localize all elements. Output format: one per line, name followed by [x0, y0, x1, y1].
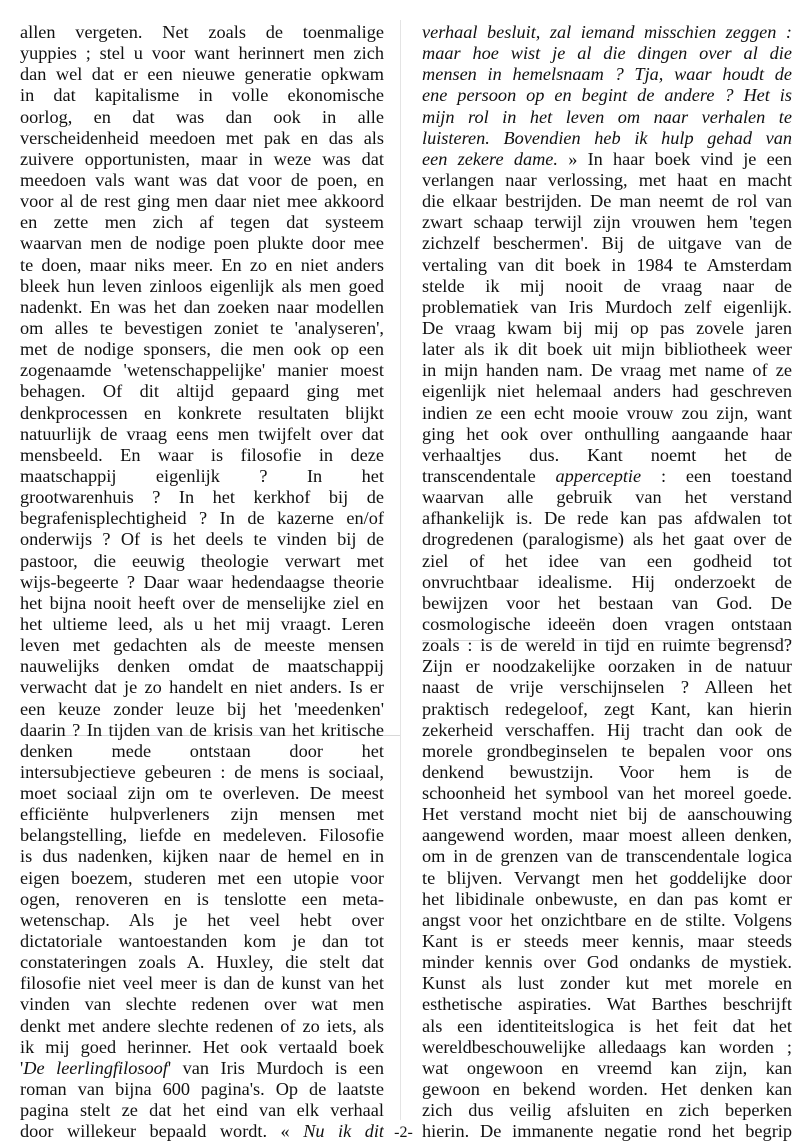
- left-column-line: dictatoriale wantoestanden kom je dan tot: [20, 931, 384, 952]
- left-column-line: vinden van slechte redenen over wat men: [20, 994, 384, 1015]
- right-column-line: ene persoon op en begint de andere ? Het is: [422, 85, 792, 106]
- right-text-column: [422, 22, 792, 1142]
- left-text-column: [20, 22, 384, 1142]
- left-column-line: leven met gedachten als de meeste mensen: [20, 635, 384, 656]
- left-column-line: te doen, maar niks meer. En zo en niet anders: [20, 254, 384, 275]
- left-column-line: roman van bijna 600 pagina's. Op de laatste: [20, 1079, 384, 1100]
- page-number: -2-: [394, 1124, 413, 1141]
- right-column-line: zoals : is de wereld in tijd en ruimte begrensd?: [422, 635, 792, 656]
- right-column-line: schoonheid het symbool van het moreel goede.: [422, 783, 792, 804]
- right-column-line: cosmologische ideeën doen vragen ontstaan: [422, 613, 792, 634]
- left-column-line: verwacht dat je zo handelt en niet anders. Is er: [20, 677, 384, 698]
- right-column-line: een zekere dame. » In haar boek vind je een: [422, 148, 792, 169]
- left-column-line: onderwijs ? Of is het deels te vinden bij de: [20, 529, 384, 550]
- right-column-line: praktisch redegeloof, zegt Kant, kan hierin: [422, 698, 792, 719]
- right-column-line: problematiek van Iris Murdoch zelf eigenlijk.: [422, 296, 792, 317]
- left-column-line: belangstelling, liefde en medeleven. Filosofie: [20, 825, 384, 846]
- left-column-line: nauwelijks denken omdat de maatschappij: [20, 656, 384, 677]
- right-column-line: verhaaltjes dus. Kant noemt het de: [422, 444, 792, 465]
- left-column-line: dan wel dat er een nieuwe generatie opkwam: [20, 64, 384, 85]
- right-column-line: naast de vrije verschijnselen ? Alleen het: [422, 677, 792, 698]
- right-column-line: in mijn handen nam. De vraag met name of ze: [422, 360, 792, 381]
- right-column-line: hierin. De immanente negatie rond het begrip: [422, 1121, 792, 1142]
- right-column-line: mijn rol in het leven om naar verhalen te: [422, 106, 792, 127]
- right-column-line: mensen in hemelsnaam ? Tja, waar houdt de: [422, 64, 792, 85]
- left-column-line: denken mede ontstaan door het: [20, 740, 384, 761]
- right-column-line: drogredenen (paralogisme) als het gaat over de: [422, 529, 792, 550]
- right-column-line: maar hoe wist je al die dingen over al die: [422, 43, 792, 64]
- right-column-line: zekerheid verschaffen. Hij tracht dan ook de: [422, 719, 792, 740]
- left-column-line: yuppies ; stel u voor want herinnert men zich: [20, 43, 384, 64]
- left-column-line: zuivere opportunisten, maar in weze was dat: [20, 148, 384, 169]
- left-column-line: pastoor, die eeuwig theologie verwart met: [20, 550, 384, 571]
- left-column-line: met de nodige sponsers, die men ook op een: [20, 339, 384, 360]
- left-column-line: bleek hun leven zinloos eigenlijk als men goed: [20, 275, 384, 296]
- left-column-line: efficiënte hulpverleners zijn mensen met: [20, 804, 384, 825]
- right-column-line: indien ze een echt mooie vrouw zou zijn, want: [422, 402, 792, 423]
- right-column-line: onvruchtbaar idealisme. Hij onderzoekt de: [422, 571, 792, 592]
- right-column-line: De vraag kwam bij mij op pas zovele jaren: [422, 317, 792, 338]
- left-column-line: grootwarenhuis ? In het kerkhof bij de: [20, 487, 384, 508]
- right-column-line: om in de grenzen van de transcendentale logica: [422, 846, 792, 867]
- right-column-line: wat ongewoon en vreemd kan zijn, kan: [422, 1057, 792, 1078]
- right-column-line: eigenlijk niet helemaal anders had geschreven: [422, 381, 792, 402]
- left-column-line: meedoen vals want was dat voor de poen, en: [20, 169, 384, 190]
- left-column-line: maatschappij eigenlijk ? In het: [20, 465, 384, 486]
- right-column-line: verlangen naar verlossing, met haat en macht: [422, 169, 792, 190]
- left-column-line: pagina stelt ze dat het eind van elk verhaal: [20, 1100, 384, 1121]
- right-column-line: angst voor het onzichtbare en de stilte. Volgens: [422, 909, 792, 930]
- left-column-line: in dat kapitalisme in volle ekonomische: [20, 85, 384, 106]
- left-column-line: mensbeeld. En waar is filosofie in deze: [20, 444, 384, 465]
- left-column-line: door willekeur bepaald wordt. « Nu ik dit: [20, 1121, 384, 1142]
- left-column-line: waarvan men de nodige poen plukte door mee: [20, 233, 384, 254]
- right-column-line: minder kennis over God ondanks de mystiek.: [422, 952, 792, 973]
- right-column-line: bewijzen voor het bestaan van God. De: [422, 592, 792, 613]
- right-column-line: het libidinale onbewuste, en dan pas komt er: [422, 888, 792, 909]
- left-column-line: nadenkt. En was het dan zoeken naar modellen: [20, 296, 384, 317]
- left-column-line: is dus nadenken, kijken naar de hemel en in: [20, 846, 384, 867]
- left-column-line: verscheidenheid meedoen met pak en das als: [20, 127, 384, 148]
- left-column-line: oorlog, en dat was dan ook in alle: [20, 106, 384, 127]
- left-column-line: een keuze zonder leuze bij het 'meedenken': [20, 698, 384, 719]
- right-column-line: zich dus veilig afsluiten en zich beperken: [422, 1100, 792, 1121]
- right-column-line: te blijven. Vervangt men het goddelijke door: [422, 867, 792, 888]
- left-column-line: begrafenisplechtigheid ? In de kazerne en/of: [20, 508, 384, 529]
- right-column-line: verhaal besluit, zal iemand misschien zeggen :: [422, 22, 792, 42]
- left-column-line: natuurlijk de vraag eens men twijfelt over dat: [20, 423, 384, 444]
- right-column-line: Kunst als lust zonder kut met morele en: [422, 973, 792, 994]
- left-column-line: ogen, renoveren en is tenslotte een meta-: [20, 888, 384, 909]
- left-column-line: en zette men zich af tegen dat systeem: [20, 212, 384, 233]
- right-column-line: als een identiteitslogica is het feit dat het: [422, 1015, 792, 1036]
- column-separator: [400, 20, 401, 1120]
- right-column-line: waarvan alle gebruik van het verstand: [422, 487, 792, 508]
- right-column-line: vertaling van dit boek in 1984 te Amsterdam: [422, 254, 792, 275]
- right-column-line: denkend bewustzijn. Voor hem is de: [422, 761, 792, 782]
- right-column-line: zichzelf beschermen'. Bij de uitgave van de: [422, 233, 792, 254]
- left-column-line: behagen. Of dit altijd gepaard ging met: [20, 381, 384, 402]
- right-column-line: aangewend worden, maar moest alleen denken,: [422, 825, 792, 846]
- left-column-line: zogenaamde 'wetenschappelijke' manier moest: [20, 360, 384, 381]
- left-column-line: filosofie niet veel meer is dan de kunst van het: [20, 973, 384, 994]
- left-column-line: ik mij goed herinner. Het ook vertaald boek: [20, 1036, 384, 1057]
- right-column-line: esthetische aspiraties. Wat Barthes beschrijft: [422, 994, 792, 1015]
- left-column-line: 'De leerlingfilosoof' van Iris Murdoch is een: [20, 1057, 384, 1078]
- left-column-line: moet sociaal zijn om te overleven. De meest: [20, 783, 384, 804]
- left-column-line: het ultieme leed, als u het mij vraagt. Leren: [20, 613, 384, 634]
- right-column-line: stelde ik mij nooit de vraag naar de: [422, 275, 792, 296]
- left-column-line: om alles te bevestigen zoniet te 'analyseren',: [20, 317, 384, 338]
- right-column-line: transcendentale apperceptie : een toestand: [422, 465, 792, 486]
- left-column-line: denkt met andere slechte redenen of zo iets, als: [20, 1015, 384, 1036]
- right-column-line: gewoon en bekend worden. Het denken kan: [422, 1079, 792, 1100]
- left-column-line: wetenschap. Als je het veel hebt over: [20, 909, 384, 930]
- left-column-line: wijs-begeerte ? Daar waar hedendaagse theorie: [20, 571, 384, 592]
- left-column-line: eigen boezem, studeren met een utopie voor: [20, 867, 384, 888]
- right-column-line: Zijn er noodzakelijke oorzaken in de natuur: [422, 656, 792, 677]
- left-column-line: allen vergeten. Net zoals de toenmalige: [20, 22, 384, 42]
- right-column-line: afhankelijk is. De rede kan pas afdwalen tot: [422, 508, 792, 529]
- left-column-line: daarin ? In tijden van de krisis van het kritische: [20, 719, 384, 740]
- right-column-line: later als ik dit boek uit mijn bibliotheek weer: [422, 339, 792, 360]
- right-column-line: morele grondbeginselen te bepalen voor ons: [422, 740, 792, 761]
- right-column-line: Kant is er steeds meer kennis, maar steeds: [422, 931, 792, 952]
- left-column-line: intersubjectieve gebeuren : de mens is sociaal,: [20, 761, 384, 782]
- right-column-line: die elkaar bestrijden. De man neemt de rol van: [422, 191, 792, 212]
- right-column-line: Het verstand mocht niet bij de aanschouwing: [422, 804, 792, 825]
- left-column-line: voor al de rest ging men daar niet mee akkoord: [20, 191, 384, 212]
- right-column-line: luisteren. Bovendien heb ik hulp gehad van: [422, 127, 792, 148]
- left-column-line: constateringen zoals A. Huxley, die stelt dat: [20, 952, 384, 973]
- right-column-line: zwart schaap terwijl zijn vrouwen hem 'tegen: [422, 212, 792, 233]
- right-column-line: wereldbeschouwelijke alledaags kan worden ;: [422, 1036, 792, 1057]
- right-column-line: ziel of het idee van een godheid tot: [422, 550, 792, 571]
- left-column-line: het bijna nooit heeft over de menselijke ziel en: [20, 592, 384, 613]
- left-column-line: denkprocessen en konkrete resultaten blijkt: [20, 402, 384, 423]
- right-column-line: ging het ook over onthulling aangaande haar: [422, 423, 792, 444]
